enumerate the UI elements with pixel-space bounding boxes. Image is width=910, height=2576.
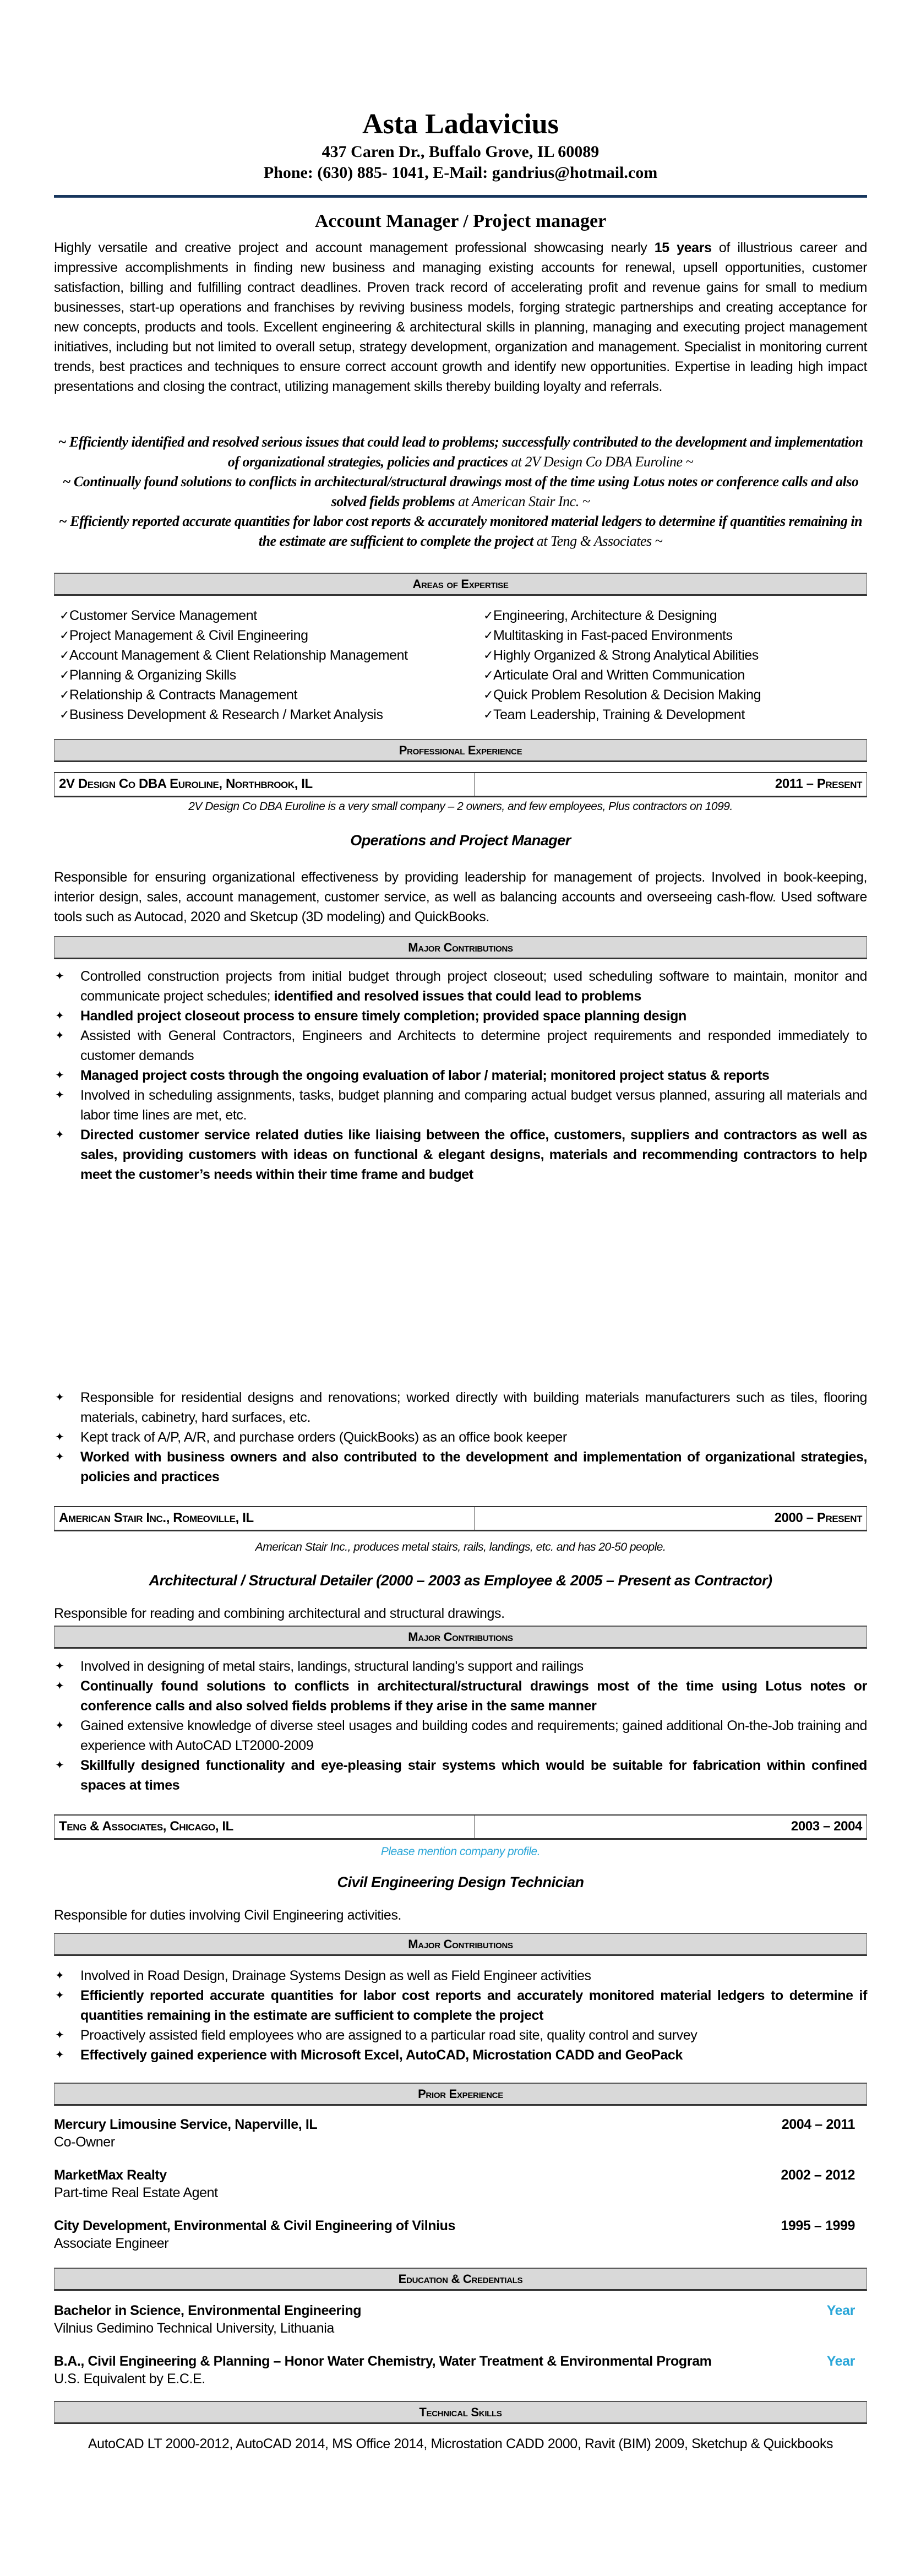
- bullet-star-icon: ✦: [55, 1970, 64, 1982]
- company-dates: 2011 – Present: [775, 776, 862, 791]
- bullet-star-icon: ✦: [55, 970, 64, 982]
- section-header-major-contributions: Major Contributions: [54, 1933, 867, 1956]
- company-row: [54, 1506, 867, 1531]
- bullet-star-icon: ✦: [55, 2049, 64, 2061]
- bullet-star-icon: ✦: [55, 1990, 64, 2002]
- degree: Bachelor in Science, Environmental Engineering: [54, 2303, 362, 2318]
- expertise-column-left: [54, 606, 408, 725]
- contribution-item: ✦ Controlled construction projects from initial budget through project closeout; used scheduling software to maintain, monitor and communicate project schedules; identified and resolved issues that could lead to problems: [54, 966, 867, 1006]
- company-name: American Stair Inc., Romeoville, IL: [55, 1507, 475, 1530]
- summary-text-cont: of illustrious career and impressive accomplishments in finding new business and managing existing accounts for renewal, upsell opportunities, customer satisfaction, billing and fulfilling contract deadlines. Proven track record of accelerating profit and revenue gains for small to medium businesses, start-up operations and franchises by reviving business models, forging strategic partnerships and creating acceptance for new concepts, products and tools. Excellent engineering & architectural skills in planning, managing and executing project management initiatives, including but not limited to overall setup, strategy development, organization and management. Specialist in monitoring current trends, best practices and techniques to ensure correct account growth and identify new opportunities. Expertise in leading high impact presentations and closing the contract, utilizing management skills thereby building loyalty and referrals.: [54, 240, 867, 394]
- prior-role: Co-Owner: [54, 2134, 115, 2150]
- contribution-list: [54, 966, 867, 1184]
- contribution-item: ✦ Directed customer service related duties like liaising between the office, customers, suppliers and contractors as well as sales, providing customers with ideas on functional & elegant designs, materials and recommending contractors to help meet the customer’s needs within their time frame and budget: [54, 1125, 867, 1184]
- expertise-item: ✓ Planning & Organizing Skills: [54, 665, 408, 685]
- contribution-item: ✦ Gained extensive knowledge of diverse steel usages and building codes and requirements; gained additional On-the-Job training and experience with AutoCAD LT2000-2009: [54, 1716, 867, 1756]
- company-description-placeholder: Please mention company profile.: [380, 1845, 541, 1858]
- school: Vilnius Gedimino Technical University, Lithuania: [54, 2320, 334, 2336]
- expertise-item: ✓ Articulate Oral and Written Communication: [478, 665, 761, 685]
- contribution-item: ✦ Skillfully designed functionality and eye-pleasing stair systems which would be suitable for fabrication within confined spaces at times: [54, 1756, 867, 1795]
- bullet-star-icon: ✦: [55, 2029, 64, 2041]
- candidate-name: Asta Ladavicius: [362, 108, 559, 140]
- bullet-star-icon: ✦: [55, 1759, 64, 1771]
- highlight-item: ~ Efficiently reported accurate quantities for labor cost reports & accurately monitored material ledgers to determine if quantities remaining in the estimate are sufficient to complete the project at Teng & Associates ~: [58, 513, 863, 549]
- bullet-star-icon: ✦: [55, 1680, 64, 1692]
- prior-experience-list: [54, 2116, 867, 2268]
- expertise-item: ✓ Project Management & Civil Engineering: [54, 626, 408, 645]
- header-divider: [54, 195, 867, 198]
- education-entry: [54, 2302, 867, 2352]
- highlight-company: at Teng & Associates: [533, 533, 652, 549]
- section-header-major-contributions: Major Contributions: [54, 936, 867, 959]
- expertise-item: ✓ Relationship & Contracts Management: [54, 685, 408, 705]
- contribution-item: ✦ Involved in designing of metal stairs, landings, structural landing's support and railings: [54, 1656, 867, 1676]
- bullet-star-icon: ✦: [55, 1431, 64, 1443]
- bullet-star-icon: ✦: [55, 1030, 64, 1042]
- section-header-technical-skills: Technical Skills: [54, 2401, 867, 2424]
- expertise-item: ✓ Team Leadership, Training & Development: [478, 705, 761, 725]
- degree: B.A., Civil Engineering & Planning – Honor Water Chemistry, Water Treatment & Environmental Program: [54, 2354, 712, 2369]
- job-summary: Responsible for reading and combining architectural and structural drawings.: [54, 1606, 505, 1621]
- company-row: [54, 1814, 867, 1840]
- check-icon: ✓: [483, 708, 494, 721]
- contribution-item: ✦ Managed project costs through the ongoing evaluation of labor / material; monitored project status & reports: [54, 1066, 867, 1085]
- prior-org: Mercury Limousine Service, Naperville, IL: [54, 2117, 318, 2132]
- contribution-item: ✦ Involved in Road Design, Drainage Systems Design as well as Field Engineer activities: [54, 1966, 867, 1986]
- company-name: 2V Design Co DBA Euroline, Northbrook, IL: [55, 773, 475, 796]
- section-header-prior-experience: Prior Experience: [54, 2083, 867, 2106]
- expertise-item: ✓ Customer Service Management: [54, 606, 408, 626]
- highlight-company: at 2V Design Co DBA Euroline: [508, 454, 683, 470]
- company-dates: 2003 – 2004: [791, 1819, 862, 1834]
- prior-role: Associate Engineer: [54, 2236, 169, 2251]
- check-icon: ✓: [483, 628, 494, 642]
- contribution-item: ✦ Proactively assisted field employees who are assigned to a particular road site, quality control and survey: [54, 2025, 867, 2045]
- contribution-item: ✦ Involved in scheduling assignments, tasks, budget planning and comparing actual budget versus planned, assuring all materials and labor time lines are met, etc.: [54, 1085, 867, 1125]
- section-header-education: Education & Credentials: [54, 2268, 867, 2291]
- resume-page: [54, 0, 867, 2576]
- check-icon: ✓: [59, 668, 70, 682]
- prior-entry: [54, 2166, 867, 2217]
- contribution-list: [54, 1966, 867, 2065]
- expertise-item: ✓ Engineering, Architecture & Designing: [478, 606, 761, 626]
- check-icon: ✓: [59, 648, 70, 662]
- contribution-item: ✦ Worked with business owners and also contributed to the development and implementation of organizational strategies, policies and practices: [54, 1447, 867, 1487]
- school: U.S. Equivalent by E.C.E.: [54, 2371, 205, 2387]
- check-icon: ✓: [483, 608, 494, 622]
- summary-years: 15 years: [654, 240, 712, 256]
- check-icon: ✓: [483, 668, 494, 682]
- job-summary: Responsible for ensuring organizational effectiveness by providing leadership for management of projects. Involved in book-keeping, interior design, sales, account management, customer service, as well as balancing accounts and overseeing cash-flow. Used software tools such as Autocad, 2020 and Sketcup (3D modeling) and QuickBooks.: [54, 869, 867, 925]
- check-icon: ✓: [483, 648, 494, 662]
- headline: Account Manager / Project manager: [314, 211, 607, 231]
- section-header-major-contributions: Major Contributions: [54, 1626, 867, 1649]
- job-summary: Responsible for duties involving Civil Engineering activities.: [54, 1907, 402, 1923]
- company-description: American Stair Inc., produces metal stairs, rails, landings, etc. and has 20-50 people.: [255, 1541, 666, 1553]
- company-row: [54, 772, 867, 797]
- degree-year: Year: [826, 2303, 855, 2318]
- job-title: Architectural / Structural Detailer (2000 – 2003 as Employee & 2005 – Present as Contractor): [149, 1572, 772, 1589]
- prior-org: City Development, Environmental & Civil Engineering of Vilnius: [54, 2218, 456, 2233]
- bullet-star-icon: ✦: [55, 1129, 64, 1141]
- expertise-item: ✓ Business Development & Research / Market Analysis: [54, 705, 408, 725]
- prior-role: Part-time Real Estate Agent: [54, 2185, 218, 2200]
- contribution-item: ✦ Continually found solutions to conflicts in architectural/structural drawings most of the time using Lotus notes or conference calls and also solved fields problems if they arise in the same manner: [54, 1676, 867, 1716]
- bullet-star-icon: ✦: [55, 1089, 64, 1101]
- prior-entry: [54, 2217, 867, 2268]
- bullet-star-icon: ✦: [55, 1720, 64, 1732]
- check-icon: ✓: [59, 688, 70, 702]
- degree-year: Year: [826, 2354, 855, 2369]
- professional-summary: [54, 238, 867, 396]
- expertise-column-right: [478, 606, 761, 725]
- check-icon: ✓: [483, 688, 494, 702]
- prior-org: MarketMax Realty: [54, 2167, 167, 2183]
- company-description: 2V Design Co DBA Euroline is a very small company – 2 owners, and few employees, Plus contractors on 1099.: [188, 800, 733, 813]
- bullet-star-icon: ✦: [55, 1392, 64, 1404]
- contribution-list: [54, 1656, 867, 1795]
- career-highlights: [54, 432, 867, 551]
- job-title: Operations and Project Manager: [350, 832, 571, 849]
- section-header-professional-experience: Professional Experience: [54, 739, 867, 762]
- highlight-text: Efficiently identified and resolved serious issues that could lead to problems; successfully contributed to the development and implementation of organizational strategies, policies and practices: [69, 434, 863, 470]
- bullet-star-icon: ✦: [55, 1010, 64, 1022]
- bullet-star-icon: ✦: [55, 1660, 64, 1672]
- contribution-item: ✦ Assisted with General Contractors, Engineers and Architects to determine project requirements and responded immediately to customer demands: [54, 1026, 867, 1066]
- contribution-item: ✦ Responsible for residential designs and renovations; worked directly with building materials manufacturers such as tiles, flooring materials, cabinetry, hard surfaces, etc.: [54, 1388, 867, 1427]
- expertise-item: ✓ Multitasking in Fast-paced Environments: [478, 626, 761, 645]
- contribution-item: ✦ Handled project closeout process to ensure timely completion; provided space planning design: [54, 1006, 867, 1026]
- expertise-item: ✓ Account Management & Client Relationship Management: [54, 645, 408, 665]
- company-dates: 2000 – Present: [774, 1510, 862, 1525]
- section-header-expertise: Areas of Expertise: [54, 573, 867, 596]
- contribution-item: ✦ Kept track of A/P, A/R, and purchase orders (QuickBooks) as an office book keeper: [54, 1427, 867, 1447]
- highlight-text: Continually found solutions to conflicts in architectural/structural drawings most of the time using Lotus notes or conference calls and also solved fields problems: [73, 474, 859, 509]
- bullet-star-icon: ✦: [55, 1069, 64, 1082]
- job-title: Civil Engineering Design Technician: [337, 1874, 584, 1890]
- check-icon: ✓: [59, 708, 70, 721]
- bullet-star-icon: ✦: [55, 1451, 64, 1463]
- prior-dates: 1995 – 1999: [781, 2218, 855, 2233]
- summary-text: Highly versatile and creative project and account management professional showcasing nearly: [54, 240, 655, 256]
- highlight-text: Efficiently reported accurate quantities for labor cost reports & accurately monitored material ledgers to determine if quantities remaining in the estimate are sufficient to complete the project: [70, 513, 863, 549]
- education-list: [54, 2302, 867, 2403]
- technical-skills-text: AutoCAD LT 2000-2012, AutoCAD 2014, MS Office 2014, Microstation CADD 2000, Ravit (BIM) 2009, Sketchup & Quickbooks: [88, 2436, 833, 2452]
- candidate-contact: Phone: (630) 885- 1041, E-Mail: gandrius@hotmail.com: [263, 164, 658, 182]
- contribution-item: ✦ Efficiently reported accurate quantities for labor cost reports and accurately monitored material ledgers to determine if quantities remaining in the estimate are sufficient to complete the project: [54, 1986, 867, 2025]
- company-name: Teng & Associates, Chicago, IL: [55, 1816, 475, 1838]
- highlight-company: at American Stair Inc.: [455, 493, 579, 509]
- check-icon: ✓: [59, 608, 70, 622]
- expertise-item: ✓ Quick Problem Resolution & Decision Making: [478, 685, 761, 705]
- contribution-item: ✦ Effectively gained experience with Microsoft Excel, AutoCAD, Microstation CADD and GeoPack: [54, 2045, 867, 2065]
- prior-entry: [54, 2116, 867, 2166]
- check-icon: ✓: [59, 628, 70, 642]
- highlight-item: ~ Continually found solutions to conflicts in architectural/structural drawings most of the time using Lotus notes or conference calls and also solved fields problems at American Stair Inc. ~: [62, 474, 859, 509]
- contribution-list-continued: [54, 1388, 867, 1487]
- highlight-item: ~ Efficiently identified and resolved serious issues that could lead to problems; successfully contributed to the development and implementation of organizational strategies, policies and practices at 2V Design Co DBA Euroline ~: [58, 434, 863, 470]
- expertise-item: ✓ Highly Organized & Strong Analytical Abilities: [478, 645, 761, 665]
- candidate-address: 437 Caren Dr., Buffalo Grove, IL 60089: [322, 143, 600, 161]
- education-entry: [54, 2352, 867, 2403]
- prior-dates: 2004 – 2011: [781, 2117, 855, 2132]
- prior-dates: 2002 – 2012: [781, 2167, 855, 2183]
